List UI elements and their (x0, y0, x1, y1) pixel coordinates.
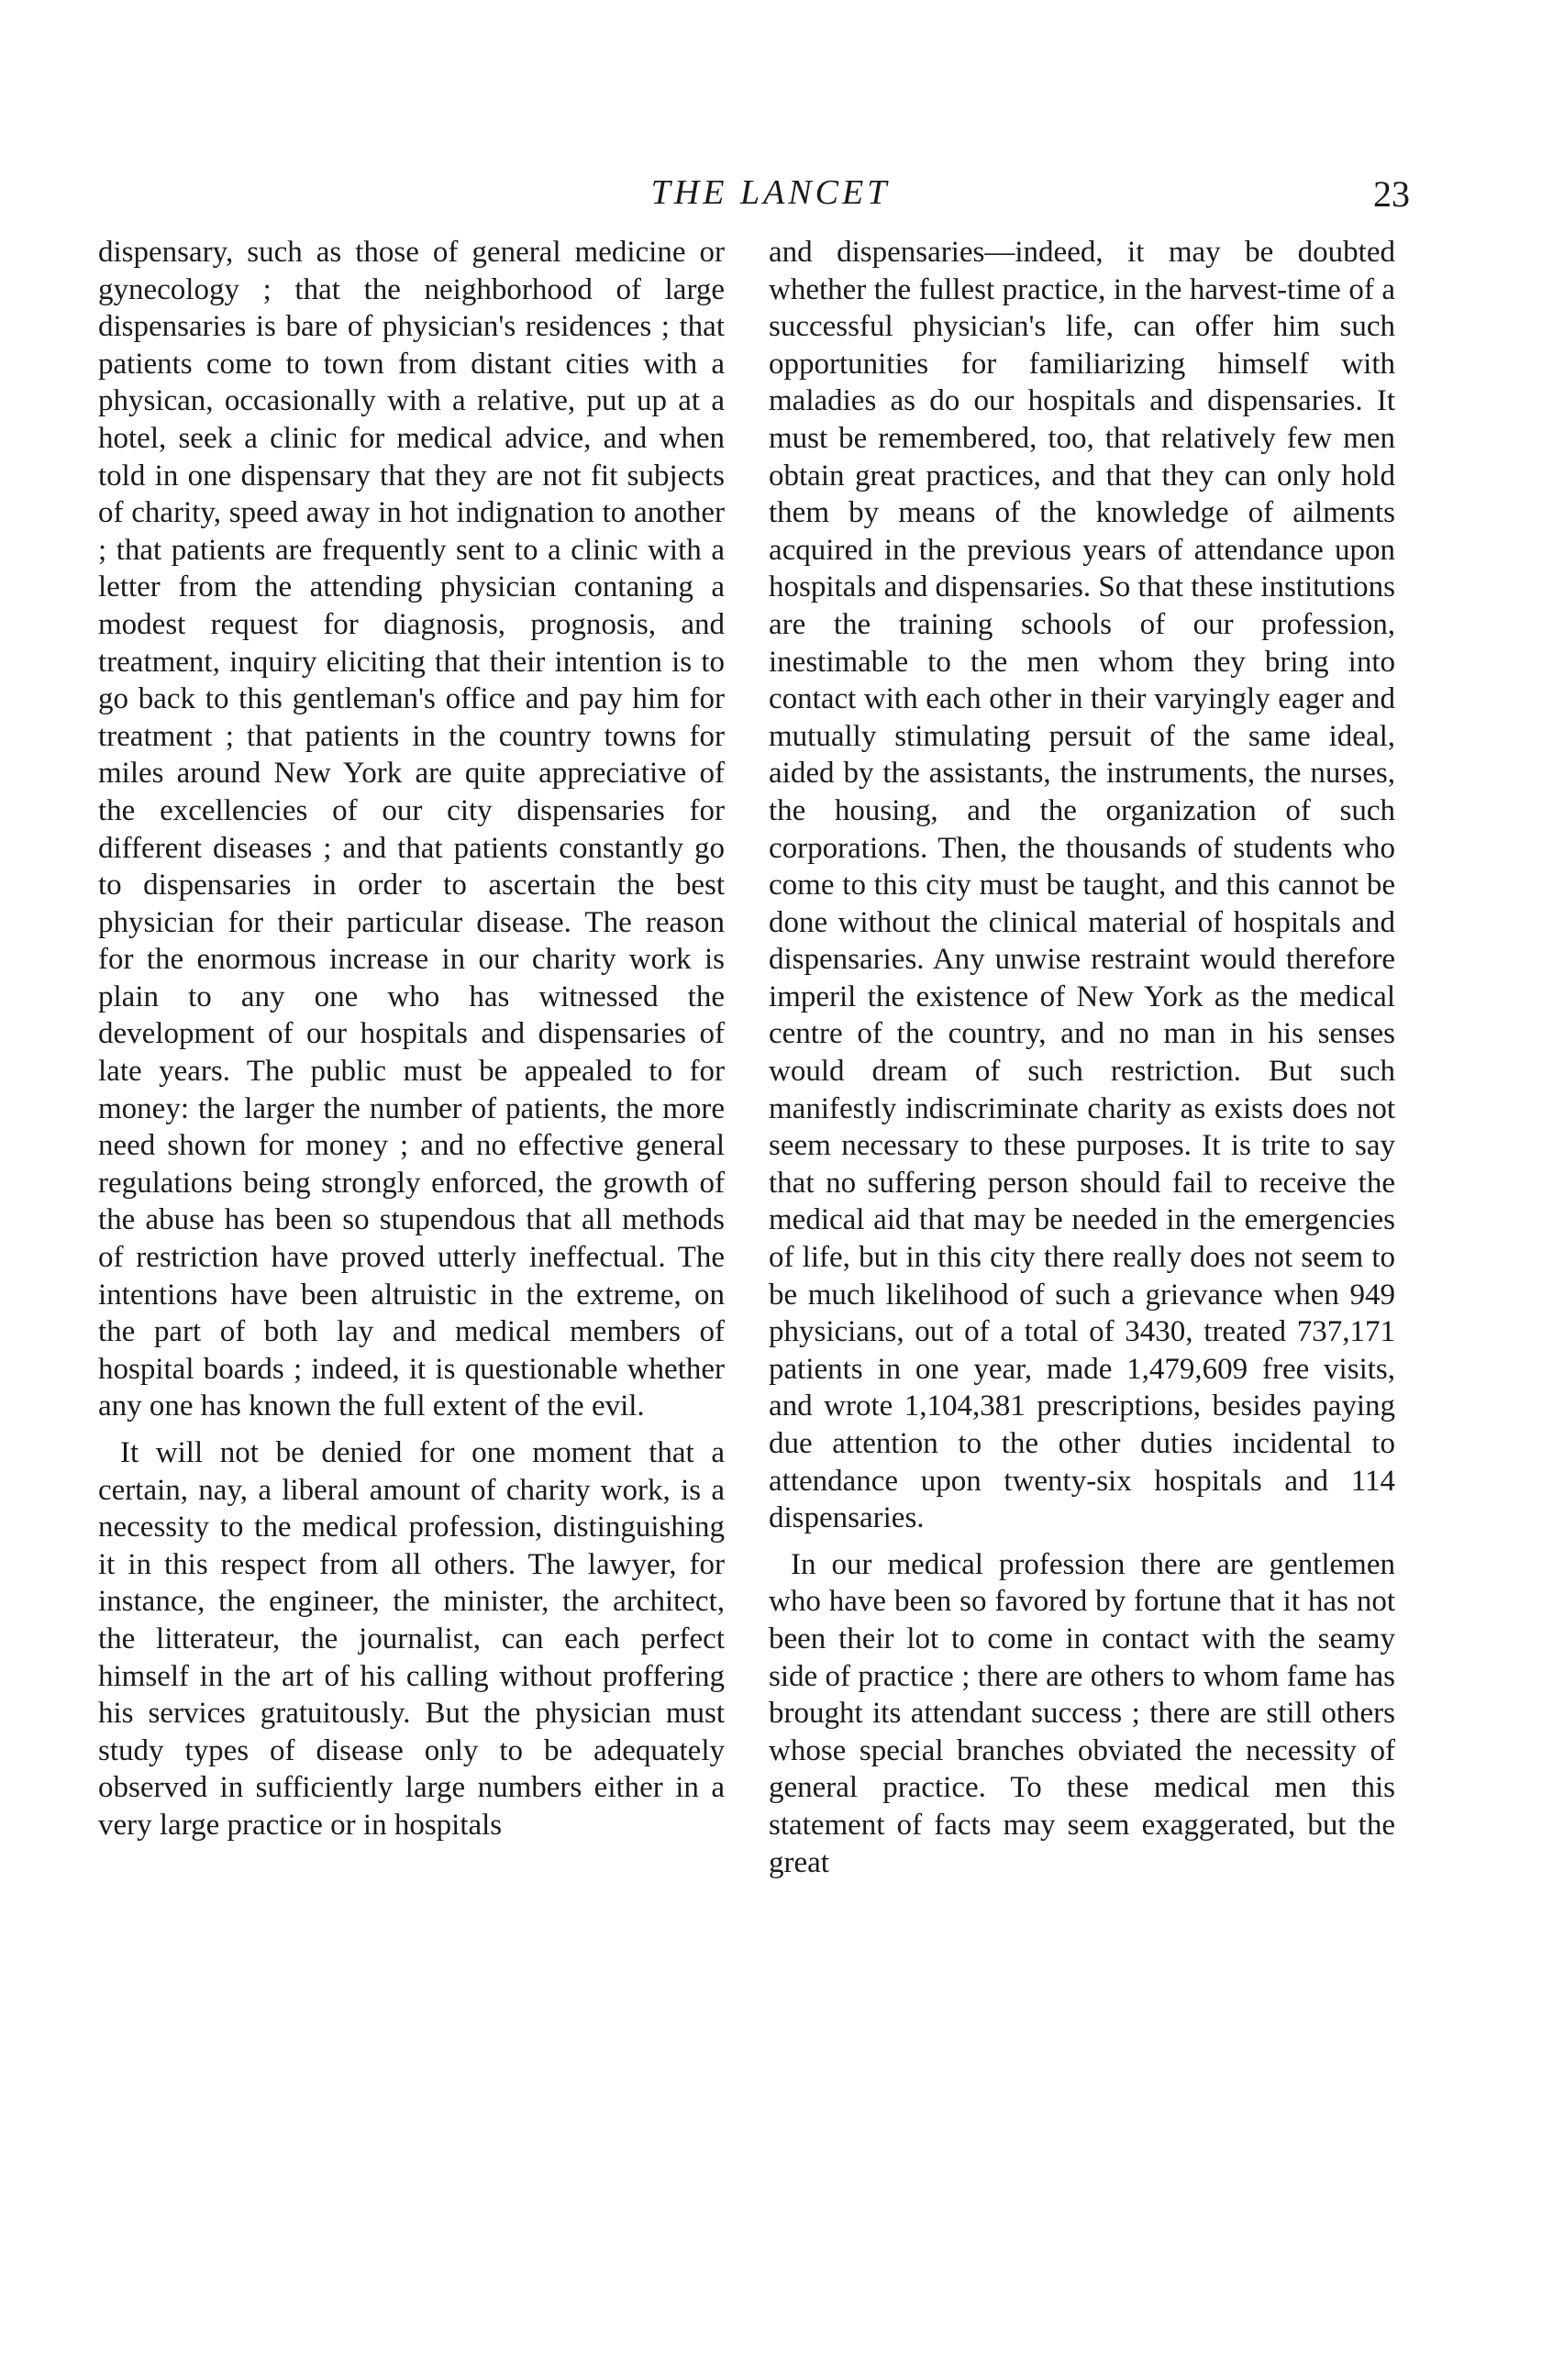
page-number: 23 (1373, 173, 1410, 215)
right-column (769, 234, 1395, 1890)
left-column (98, 234, 725, 1854)
body-paragraph: and dispensaries—indeed, it may be doubted whether the fullest practice, in the harvest-time of a successful physician's life, can offer him such opportunities for familiarizing himself with maladies as do our hospitals and dispensaries. It must be remembered, too, that relatively few men obtain great practices, and that they can only hold them by means of the knowledge of ailments acquired in the previous years of attendance upon hospitals and dispensaries. So that these institutions are the training schools of our profession, inestimable to the men whom they bring into contact with each other in their varyingly eager and mutually stimulating persuit of the same ideal, aided by the assistants, the instruments, the nurses, the housing, and the organization of such corporations. Then, the thousands of students who come to this city must be taught, and this cannot be done without the clinical material of hospitals and dispensaries. Any unwise restraint would therefore imperil the existence of New York as the medical centre of the country, and no man in his senses would dream of such restriction. But such manifestly indiscriminate charity as exists does not seem necessary to these purposes. It is trite to say that no suffering person should fail to receive the medical aid that may be needed in the emergencies of life, but in this city there really does not seem to be much likelihood of such a grievance when 949 physicians, out of a total of 3430, treated 737,171 patients in one year, made 1,479,609 free visits, and wrote 1,104,381 prescriptions, besides paying due attention to the other duties incidental to attendance upon twenty-six hospitals and 114 dispensaries. (769, 236, 1395, 1535)
body-paragraph: In our medical profession there are gentlemen who have been so favored by fortune that it has not been their lot to come in contact with the seamy side of practice ; there are others to whom fame has brought its attendant success ; there are still others whose special branches obviated the necessity of general practice. To these medical men this statement of facts may seem exaggerated, but the great (769, 1547, 1395, 1879)
body-paragraph: It will not be denied for one moment that a certain, nay, a liberal amount of charity work, is a necessity to the medical profession, distinguishing it in this respect from all others. The lawyer, for instance, the engineer, the minister, the architect, the litterateur, the journalist, can each perfect himself in the art of his calling without proffering his services gratuitously. But the physician must study types of disease only to be adequately observed in sufficiently large numbers either in a very large practice or in hospitals (98, 1436, 725, 1842)
running-title: THE LANCET (650, 173, 891, 212)
body-paragraph: dispensary, such as those of general medicine or gynecology ; that the neighborhood of large dispensaries is bare of physician's residences ; that patients come to town from distant cities with a physican, occasionally with a relative, put up at a hotel, seek a clinic for medical advice, and when told in one dispensary that they are not fit subjects of charity, speed away in hot indignation to another ; that patients are frequently sent to a clinic with a letter from the attending physician contaning a modest request for diagnosis, prognosis, and treatment, inquiry eliciting that their intention is to go back to this gentleman's office and pay him for treatment ; that patients in the country towns for miles around New York are quite appreciative of the excellencies of our city dispensaries for different diseases ; and that patients constantly go to dispensaries in order to ascertain the best physician for their particular disease. The reason for the enormous increase in our charity work is plain to any one who has witnessed the development of our hospitals and dispensaries of late years. The public must be appealed to for money: the larger the number of patients, the more need shown for money ; and no effective general regulations being strongly enforced, the growth of the abuse has been so stupendous that all methods of restriction have proved utterly ineffectual. The intentions have been altruistic in the extreme, on the part of both lay and medical members of hospital boards ; indeed, it is questionable whether any one has known the full extent of the evil. (98, 236, 725, 1423)
